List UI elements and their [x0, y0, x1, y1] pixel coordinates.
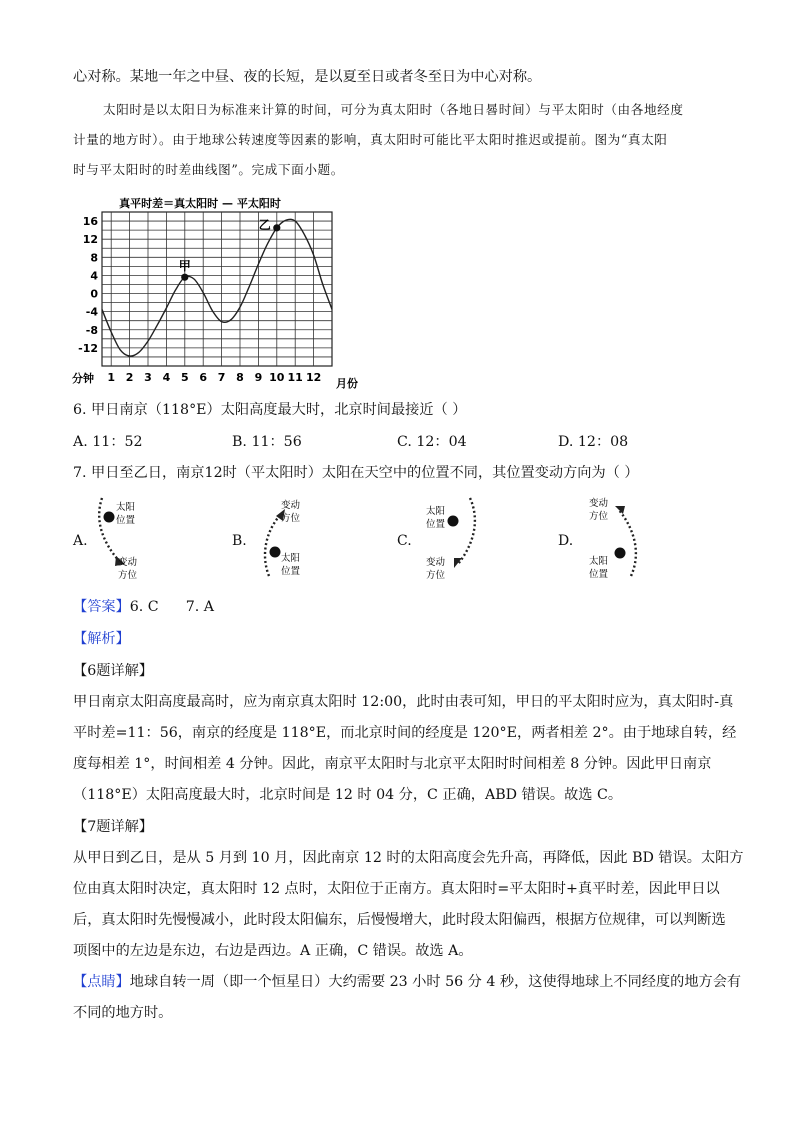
x-tick-label: 5: [180, 371, 189, 384]
q7-option-a-diagram: [92, 492, 152, 584]
dotted-path: [458, 498, 475, 564]
q7-option-c-label: C.: [397, 533, 412, 549]
move-label-1: 变动: [426, 557, 446, 568]
intro-para-line-3: 时与平太阳时的时差曲线图”。完成下面小题。: [73, 162, 344, 177]
move-label-1: 变动: [589, 498, 609, 509]
q7-option-c-diagram: [420, 492, 490, 584]
sun-label-1: 太阳: [116, 502, 136, 513]
q7-option-d-label: D.: [558, 533, 574, 549]
intro-para-line-2: 计量的地方时）。由于地球公转速度等因素的影响，真太阳时可能比平太阳时推迟或提前。图为“真太阳: [73, 132, 668, 147]
sun-label-2: 位置: [426, 519, 446, 530]
x-axis-label: 月份: [336, 377, 358, 390]
q6-option-c: C. 12：04: [397, 434, 467, 450]
q6-detail-tag: 【6题详解】: [73, 663, 153, 679]
x-tick-label: 7: [217, 371, 226, 384]
y-tick-label: 0: [90, 287, 98, 301]
y-tick-label: 12: [82, 233, 98, 247]
sun-label-2: 位置: [116, 515, 136, 526]
answer-tag: 【答案】: [73, 599, 130, 615]
sun-position-marker: [270, 547, 281, 558]
y-tick-label: 4: [90, 269, 98, 283]
q6-option-d: D. 12：08: [558, 434, 629, 450]
arrow-head-icon: [454, 558, 462, 568]
q6-option-a: A. 11：52: [73, 434, 143, 450]
move-label-2: 方位: [426, 570, 446, 581]
q7-detail-line-2: 位由真太阳时决定，真太阳时 12 点时，太阳位于正南方。真太阳时=平太阳时+真平时差，因此甲日以: [73, 881, 720, 897]
dotted-path: [265, 514, 281, 576]
q7-option-d-diagram: [585, 492, 655, 584]
y-axis-ticks: [78, 215, 98, 355]
chart-grid: [102, 212, 332, 366]
move-label-2: 方位: [281, 513, 301, 524]
sun-position-marker: [448, 516, 459, 527]
move-label-1: 变动: [118, 557, 138, 568]
q7-detail-line-1: 从甲日到乙日，是从 5 月到 10 月，因此南京 12 时的太阳高度会先升高，再降低，因此 BD 错误。太阳方: [73, 850, 744, 866]
chart-title: 真平时差＝真太阳时 — 平太阳时: [119, 197, 281, 210]
intro-para-line-1: 太阳时是以太阳日为标准来计算的时间，可分为真太阳时（各地日晷时间）与平太阳时（由各地经度: [103, 102, 684, 117]
y-tick-label: 16: [82, 215, 98, 229]
x-tick-label: 10: [269, 371, 285, 384]
x-tick-label: 3: [144, 371, 152, 384]
sun-label-1: 太阳: [589, 556, 609, 567]
x-tick-label: 9: [254, 371, 263, 384]
q6-detail-line-3: 度每相差 1°，时间相差 4 分钟。因此，南京平太阳时与北京平太阳时时间相差 8 分钟。因此甲日南京: [73, 756, 712, 772]
sun-position-marker: [615, 548, 626, 559]
q6-detail-line-4: （118°E）太阳高度最大时，北京时间是 12 时 04 分，C 正确，ABD 错误。故选 C。: [73, 787, 623, 803]
x-tick-label: 6: [199, 371, 208, 384]
answer-line: [73, 597, 214, 617]
x-tick-label: 8: [236, 371, 244, 384]
analysis-tag: 【解析】: [73, 631, 130, 647]
y-tick-label: -8: [85, 323, 98, 337]
q7-stem: 7. 甲日至乙日，南京12时（平太阳时）太阳在天空中的位置不同，其位置变动方向为（ ）: [73, 465, 639, 481]
tip-tag: 【点睛】: [73, 974, 130, 990]
tip-line-2: 不同的地方时。: [73, 1005, 173, 1021]
point-marker-2: [273, 224, 280, 231]
q7-option-b-diagram: [255, 492, 315, 584]
sun-label-2: 位置: [589, 569, 609, 580]
x-tick-label: 4: [162, 371, 171, 384]
x-tick-label: 2: [125, 371, 134, 384]
x-axis-ticks: [107, 371, 321, 384]
y-tick-label: 8: [90, 251, 98, 265]
sun-label-2: 位置: [281, 566, 301, 577]
tip-line-1: [73, 972, 741, 992]
tip-text-1: 地球自转一周（即一个恒星日）大约需要 23 小时 56 分 4 秒，这使得地球上不同经度的地方会有: [129, 974, 742, 990]
time-difference-chart: [70, 188, 370, 393]
time-difference-curve: [102, 219, 332, 356]
q7-detail-tag: 【7题详解】: [73, 819, 153, 835]
move-label-2: 方位: [589, 511, 609, 522]
answer-text: 6. C 7. A: [129, 599, 215, 615]
point-label-1: 甲: [178, 259, 191, 274]
q7-detail-line-4: 项图中的左边是东边，右边是西边。A 正确，C 错误。故选 A。: [73, 943, 473, 959]
y-tick-label: -4: [85, 305, 98, 319]
sun-label-1: 太阳: [281, 553, 301, 564]
q7-option-a-label: A.: [73, 533, 88, 549]
q7-option-b-label: B.: [232, 533, 247, 549]
x-tick-label: 11: [287, 371, 303, 384]
q6-detail-line-2: 平时差=11：56，南京的经度是 118°E，而北京时间的经度是 120°E，两者相差 2°。由于地球自转，经: [73, 725, 737, 741]
x-tick-label: 1: [107, 371, 116, 384]
chart-frame: [102, 212, 332, 366]
move-label-1: 变动: [281, 500, 301, 511]
x-tick-label: 12: [305, 371, 322, 384]
point-marker-1: [181, 274, 188, 281]
sun-position-marker: [104, 512, 115, 523]
point-label-2: 乙: [258, 217, 271, 232]
q6-stem: 6. 甲日南京（118°E）太阳高度最大时，北京时间最接近（ ）: [73, 402, 467, 418]
sun-label-1: 太阳: [426, 506, 446, 517]
intro-line: 心对称。某地一年之中昼、夜的长短，是以夏至日或者冬至日为中心对称。: [73, 69, 542, 85]
dotted-path: [619, 510, 636, 576]
q7-detail-line-3: 后，真太阳时先慢慢减小，此时段太阳偏东，后慢慢增大，此时段太阳偏西，根据方位规律，可以判断选: [73, 912, 726, 928]
y-tick-label: -12: [78, 341, 98, 355]
q6-option-b: B. 11：56: [232, 434, 302, 450]
q6-detail-line-1: 甲日南京太阳高度最高时，应为南京真太阳时 12:00，此时由表可知，甲日的平太阳时应为，真太阳时-真: [73, 694, 734, 710]
y-axis-label: 分钟: [72, 372, 94, 385]
move-label-2: 方位: [118, 570, 138, 581]
